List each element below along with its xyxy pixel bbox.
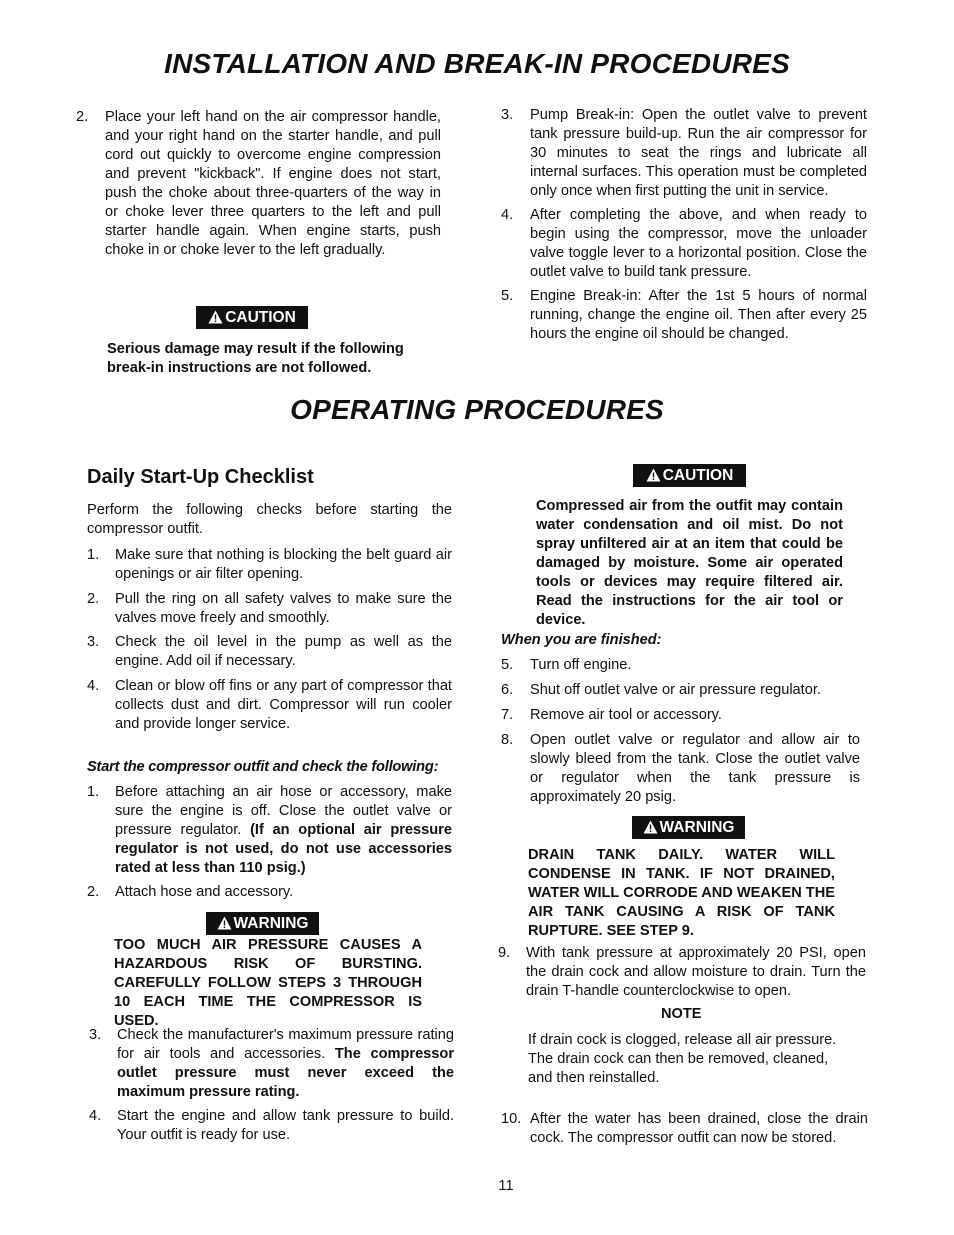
step-text: Place your left hand on the air compressor handle, and your right hand on the starter handle, and pull cord out quickly to overcome engine compression and prevent "kickback". If engine does not start, push the choke about three-quarters of the way in or choke lever three quarters to the left and pull starter handle again. When engine starts, push choke in or choke lever to the left gradually. — [105, 109, 441, 258]
step-number: 1. — [87, 547, 100, 563]
step-text: Shut off outlet valve or air pressure regulator. — [530, 682, 821, 698]
step-number: 2. — [87, 884, 100, 900]
caution-label: CAUTION — [225, 309, 296, 326]
step-text: Attach hose and accessory. — [115, 884, 294, 900]
step-number: 8. — [501, 732, 514, 748]
warning-text: TOO MUCH AIR PRESSURE CAUSES A HAZARDOUS RISK OF BURSTING. CAREFULLY FOLLOW STEPS 3 THROUGH 10 EACH TIME THE COMPRESSOR IS USED. — [114, 937, 422, 1029]
caution-label: CAUTION — [662, 467, 734, 484]
warning-triangle-icon — [217, 916, 232, 930]
step-number: 6. — [501, 682, 514, 698]
daily-checklist-title: Daily Start-Up Checklist — [87, 466, 314, 488]
installation-title: INSTALLATION AND BREAK-IN PROCEDURES — [164, 48, 790, 79]
step-text: Remove air tool or accessory. — [530, 707, 722, 723]
warning-label: WARNING — [659, 819, 735, 836]
step-number: 10. — [501, 1111, 522, 1127]
note-text: If drain cock is clogged, release all air pressure. The drain cock can then be removed, cleaned, and then reinstalled. — [528, 1032, 837, 1086]
step-bold-text: (If an optional air pressure regulator is not used, do not use accessories rated at less than 110 psig.) — [115, 822, 452, 876]
step-number: 4. — [501, 207, 514, 223]
step-number: 5. — [501, 288, 514, 304]
step-number: 2. — [76, 109, 89, 125]
step-number: 9. — [498, 945, 511, 961]
step-text: After the water has been drained, close the drain cock. The compressor outfit can now be stored. — [530, 1111, 868, 1146]
step-text: Before attaching an air hose or accessory, make sure the engine is off. Close the outlet valve or pressure regulator. — [115, 784, 452, 838]
caution-text-right: Compressed air from the outfit may contain water condensation and oil mist. Do not spray unfiltered air at an item that could be damaged by moisture. Some air operated tools or devices may require filtered air. Read the instructions for the air tool or device. — [536, 498, 843, 628]
step-number: 3. — [89, 1027, 102, 1043]
step-bold-text: The compressor outlet pressure must never exceed the maximum pressure rating. — [117, 1046, 455, 1100]
caution-badge — [196, 306, 308, 329]
step-text: Start the engine and allow tank pressure to build. Your outfit is ready for use. — [117, 1108, 454, 1143]
step-number: 2. — [87, 591, 100, 607]
warning-triangle-icon — [208, 310, 223, 324]
warning-triangle-icon — [643, 820, 658, 834]
note-label: NOTE — [661, 1006, 702, 1022]
step-number: 4. — [87, 678, 100, 694]
step-text: Engine Break-in: After the 1st 5 hours of normal running, change the engine oil. Then after every 25 hours the engine oil should be changed. — [530, 288, 867, 342]
finished-heading: When you are finished: — [501, 632, 662, 648]
warning-text-right: DRAIN TANK DAILY. WATER WILL CONDENSE IN TANK. IF NOT DRAINED, WATER WILL CORRODE AND WEAKEN THE AIR TANK CAUSING A RISK OF TANK RUPTURE. SEE STEP 9. — [528, 847, 835, 939]
step-text: After completing the above, and when ready to begin using the compressor, move the unloader valve toggle lever to a horizontal position. Close the outlet valve to build tank pressure. — [530, 207, 867, 280]
daily-intro: Perform the following checks before starting the compressor outfit. — [87, 502, 452, 537]
step-text: With tank pressure at approximately 20 PSI, open the drain cock and allow moisture to drain. Turn the drain T-handle counterclockwise to open. — [526, 945, 866, 999]
step-text: Check the manufacturer's maximum pressure rating for air tools and accessories. — [117, 1027, 454, 1062]
step-text: Pull the ring on all safety valves to make sure the valves move freely and smoothly. — [115, 591, 452, 626]
warning-badge-right — [632, 816, 745, 839]
caution-text: Serious damage may result if the following break-in instructions are not followed. — [107, 341, 404, 376]
step-number: 5. — [501, 657, 514, 673]
step-text: Make sure that nothing is blocking the belt guard air openings or air filter opening. — [115, 547, 452, 582]
step-number: 4. — [89, 1108, 102, 1124]
step-number: 3. — [87, 634, 100, 650]
warning-badge — [206, 912, 319, 935]
step-text: Clean or blow off fins or any part of compressor that collects dust and dirt. Compressor will run cooler and provide longer service. — [115, 678, 452, 732]
step-text: Open outlet valve or regulator and allow air to slowly bleed from the tank. Close the outlet valve or regulator when the tank pressure is approximately 20 psig. — [530, 732, 860, 805]
step-number: 3. — [501, 107, 514, 123]
step-text: Turn off engine. — [530, 657, 632, 673]
warning-label: WARNING — [233, 915, 309, 932]
step-text: Check the oil level in the pump as well as the engine. Add oil if necessary. — [115, 634, 452, 669]
warning-triangle-icon — [646, 468, 661, 482]
operating-title: OPERATING PROCEDURES — [290, 394, 664, 425]
step-number: 1. — [87, 784, 100, 800]
step-text: Pump Break-in: Open the outlet valve to prevent tank pressure build-up. Run the air compressor for 30 minutes to seat the rings and lubricate all internal surfaces. This operation must be completed only once when first putting the unit in service. — [530, 107, 867, 199]
step-number: 7. — [501, 707, 514, 723]
caution-badge-right — [633, 464, 746, 487]
page-number: 11 — [498, 1178, 514, 1194]
start-heading: Start the compressor outfit and check the following: — [87, 759, 439, 775]
